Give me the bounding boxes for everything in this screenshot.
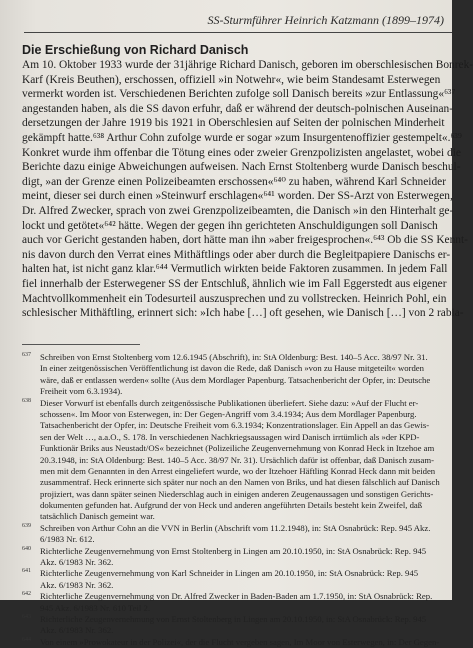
- body-line: digt, »an der Grenze einen Polizeibeamten erschossen«⁶⁴⁰ zu haben, während Karl Schneider: [22, 175, 446, 188]
- footnote-line: [22, 625, 452, 636]
- footnote-text: Richterliche Zeugenvernehmung von Karl Schneider in Lingen am 20.10.1950, in: StA Osnabrück: Rep. 945: [40, 568, 419, 579]
- body-text: [22, 58, 473, 321]
- footnote-text: men mit dem Genannten in den Arrest eingeliefert wurde, wo der Itzehoer Häftling Konrad Heck dann mit beiden: [40, 465, 436, 476]
- body-line: Karf (Kreis Beuthen), erschossen, offiziell »in Notwehr«, wie beim Standesamt Esterwegen: [22, 73, 441, 86]
- footnote-line: [22, 591, 452, 602]
- header-rule: [24, 32, 452, 33]
- footnote-text: projiziert, was dann später seinen Niederschlag auch in einigen anderen Zeugenaussagen und sonstigen Gerichts-: [40, 488, 434, 499]
- footnote-text: Freiheit vom 6.3.1934).: [40, 386, 123, 397]
- footnote-text: zusammentraf. Heck erinnerte sich später nur noch an den Namen von Briks, und hat diesen fälschlich auf Danisch: [40, 477, 440, 488]
- footnote-line: [22, 500, 452, 511]
- footnote-line: [22, 580, 452, 591]
- footnote-text: wäre, daß er entlassen werden« sollte (Aus dem Mordlager Papenburg. Tatsachenbericht der Opfer, in: Deutsche: [40, 374, 431, 385]
- body-line: Konkret wurde ihm offenbar die Tötung eines oder zweier Grenzpolizisten angelastet, wobei die: [22, 146, 461, 159]
- footnote-text: Von einem »Prowokateur in der Polizei«, der die Flucht vergeben sagen, Im Moor von Esterwegen, in: Der Gegen-: [40, 636, 440, 647]
- footnote-number: 639: [22, 522, 31, 529]
- footnote-text: Dieser Vorwurf ist ebenfalls durch zeitgenössische Publikationen überliefert. Siehe dazu: »Auf der Flucht er-: [40, 397, 419, 408]
- footnote-text: Richterliche Zeugenvernehmung von Ernst Stoltenberg in Lingen am 20.10.1950, in: StA Osnabrück: Rep. 945: [40, 613, 427, 624]
- footnote-text: Funktionär Briks aus Neustadt/OS« bezeichnet (Polizeiliche Zeugenvernehmung von Konrad Heck in Itzehoe am: [40, 443, 435, 454]
- footnote-text: dokumenten gefunden hat. Aufgrund der von Heck und anderen angeführten Details besteht kein Zweifel, daß: [40, 500, 423, 511]
- footnote-line: [22, 375, 452, 386]
- body-line: vermerkt worden ist. Verschiedenen Berichten zufolge soll Danisch bereits »zur Entlassung«⁶³⁷: [22, 88, 456, 101]
- body-line: Am 10. Oktober 1933 wurde der 31jährige Richard Danisch, geboren im oberschlesischen Bonrek-: [22, 59, 473, 71]
- body-line: lockt und getötet«⁶⁴² hätte. Wegen der gegen ihn gerichteten Anschuldigungen soll Danisch: [22, 219, 438, 232]
- footnote-line: [22, 534, 452, 545]
- body-line: fiel innerhalb der Esterwegener SS der Entschluß, ähnlich wie im Fall Eggerstedt aus eigener: [22, 277, 447, 290]
- footnote-number: 638: [22, 397, 31, 404]
- footnote-line: [22, 386, 452, 397]
- footnote-line: [22, 420, 452, 431]
- footnote-number: 640: [22, 545, 31, 552]
- footnote-divider: [22, 344, 140, 345]
- footnote-text: Akz. 6/1983 Nr. 362.: [40, 557, 114, 568]
- body-line: Berichte dazu einige Abweichungen aufweisen. Nach Ernst Stoltenberg wurde Danisch beschul-: [22, 161, 461, 174]
- body-line: dersetzungen der Jahre 1919 bis 1921 in Oberschlesien auf Seiten der polnischen Minderheit: [22, 117, 445, 130]
- footnote-text: sen der Welt …, a.a.O., S. 178. In verschiedenen Nachkriegsaussagen wird Danisch irrtümlich als »der KPD-: [40, 431, 420, 442]
- footnote-line: [22, 557, 452, 568]
- footnote-line: [22, 523, 452, 534]
- section-title: Die Erschießung von Richard Danisch: [22, 43, 249, 57]
- body-line: nis davon durch den Verrat eines Mithäftlings oder aber durch die Begleitpapiere Danischs er-: [22, 248, 451, 261]
- footnote-text: schossen«. Im Moor von Esterwegen, in: Der Gegen-Angriff vom 3.4.1934; Aus dem Mordlager Papenburg.: [40, 408, 417, 419]
- footnote-line: [22, 477, 452, 488]
- footnote-line: [22, 546, 452, 557]
- footnote-number: 643: [22, 613, 31, 620]
- footnote-line: [22, 614, 452, 625]
- footnote-line: [22, 443, 452, 454]
- footnote-number: 642: [22, 591, 31, 598]
- body-line: auch vor Gericht gestanden haben, dort hätte man ihn »aber freigesprochen«.⁶⁴³ Ob die SS Kennt-: [22, 234, 468, 247]
- footnote-text: Schreiben von Ernst Stoltenberg vom 12.6.1945 (Abschrift), in: StA Oldenburg: Best. 140–5 Acc. 38/97 Nr. 31.: [40, 352, 428, 362]
- footnote-line: [22, 432, 452, 443]
- footnote-line: [22, 455, 452, 466]
- footnote-line: [22, 511, 452, 522]
- footnote-text: Tatsachenbericht der Opfer, in: Deutsche Freiheit vom 6.3.1934; Konzentrationslager. Ein Appell an das Gewis-: [40, 420, 430, 431]
- footnote-number: 637: [22, 352, 31, 358]
- footnote-text: Richterliche Zeugenvernehmung von Dr. Alfred Zwecker in Baden-Baden am 1.7.1950, in: StA Osnabrück: Rep.: [40, 591, 433, 602]
- footnote-text: Akz. 6/1983 Nr. 362.: [40, 579, 114, 590]
- body-line: Machtvollkommenheit ein Todesurteil auszusprechen und zu vollstrecken. Heinrich Pohl, ein: [22, 292, 447, 305]
- body-line: halten hat, ist nicht ganz klar.⁶⁴⁴ Vermutlich wirkten beide Faktoren zusammen. In jedem Fall: [22, 263, 448, 276]
- footnote-line: [22, 489, 452, 500]
- footnote-text: 20.3.1948, in: StA Oldenburg: Best. 140–5 Acc. 38/97 Nr. 31). Ursächlich dafür ist offenbar, daß Danisch zusam-: [40, 454, 435, 465]
- body-line: meint, dieser sei durch einen »Steinwurf erschlagen«⁶⁴¹ worden. Der SS-Arzt von Esterwegen,: [22, 190, 453, 203]
- footnote-line: [22, 466, 452, 477]
- footnotes: [22, 352, 452, 648]
- footnote-text: 945 Akz. 6/1983 Nr. 610 Teil 2.: [40, 602, 150, 613]
- footnote-line: [22, 603, 452, 614]
- footnote-number: 644: [22, 636, 31, 643]
- footnote-text: Schreiben von Arthur Cohn an die VVN in Berlin (Abschrift vom 11.2.1948), in: StA Osnabrück: Rep. 945 Akz.: [40, 522, 431, 533]
- footnote-line: [22, 568, 452, 579]
- body-line: schlesischer Mithäftling, erinnert sich: »Ich habe […] oft gesehen, wie Danisch […] von 2 rabia-: [22, 307, 464, 320]
- running-header: SS-Sturmführer Heinrich Katzmann (1899–1974): [207, 13, 444, 27]
- body-line: gekämpft hatte.⁶³⁸ Arthur Cohn zufolge wurde er sogar »zum Insurgentenoffizier gestempelt«.⁶³⁹: [22, 131, 462, 144]
- footnote-line: [22, 352, 452, 363]
- body-line: angestanden haben, als die SS davon erfuhr, daß er während der deutsch-polnischen Auseinan-: [22, 102, 453, 115]
- footnote-text: Richterliche Zeugenvernehmung von Ernst Stoltenberg in Lingen am 20.10.1950, in: StA Osnabrück: Rep. 945: [40, 545, 427, 556]
- footnote-text: In einer zeitgenössischen Veröffentlichung ist davon die Rede, daß Danisch »von zu Hause mitgeteilt« worden: [40, 363, 424, 374]
- footnote-text: 6/1983 Nr. 612.: [40, 534, 95, 545]
- footnote-text: Akz. 6/1983 Nr. 362.: [40, 625, 114, 636]
- footnote-line: [22, 409, 452, 420]
- body-line: Dr. Alfred Zwecker, sprach von zwei Grenzpolizeibeamten, die Danisch »in den Hinterhalt ge-: [22, 204, 454, 217]
- footnote-line: [22, 637, 452, 648]
- footnote-number: 641: [22, 568, 31, 575]
- footnote-line: [22, 398, 452, 409]
- footnote-text: tatsächlich Danisch gemeint war.: [40, 511, 155, 522]
- footnote-line: [22, 363, 452, 374]
